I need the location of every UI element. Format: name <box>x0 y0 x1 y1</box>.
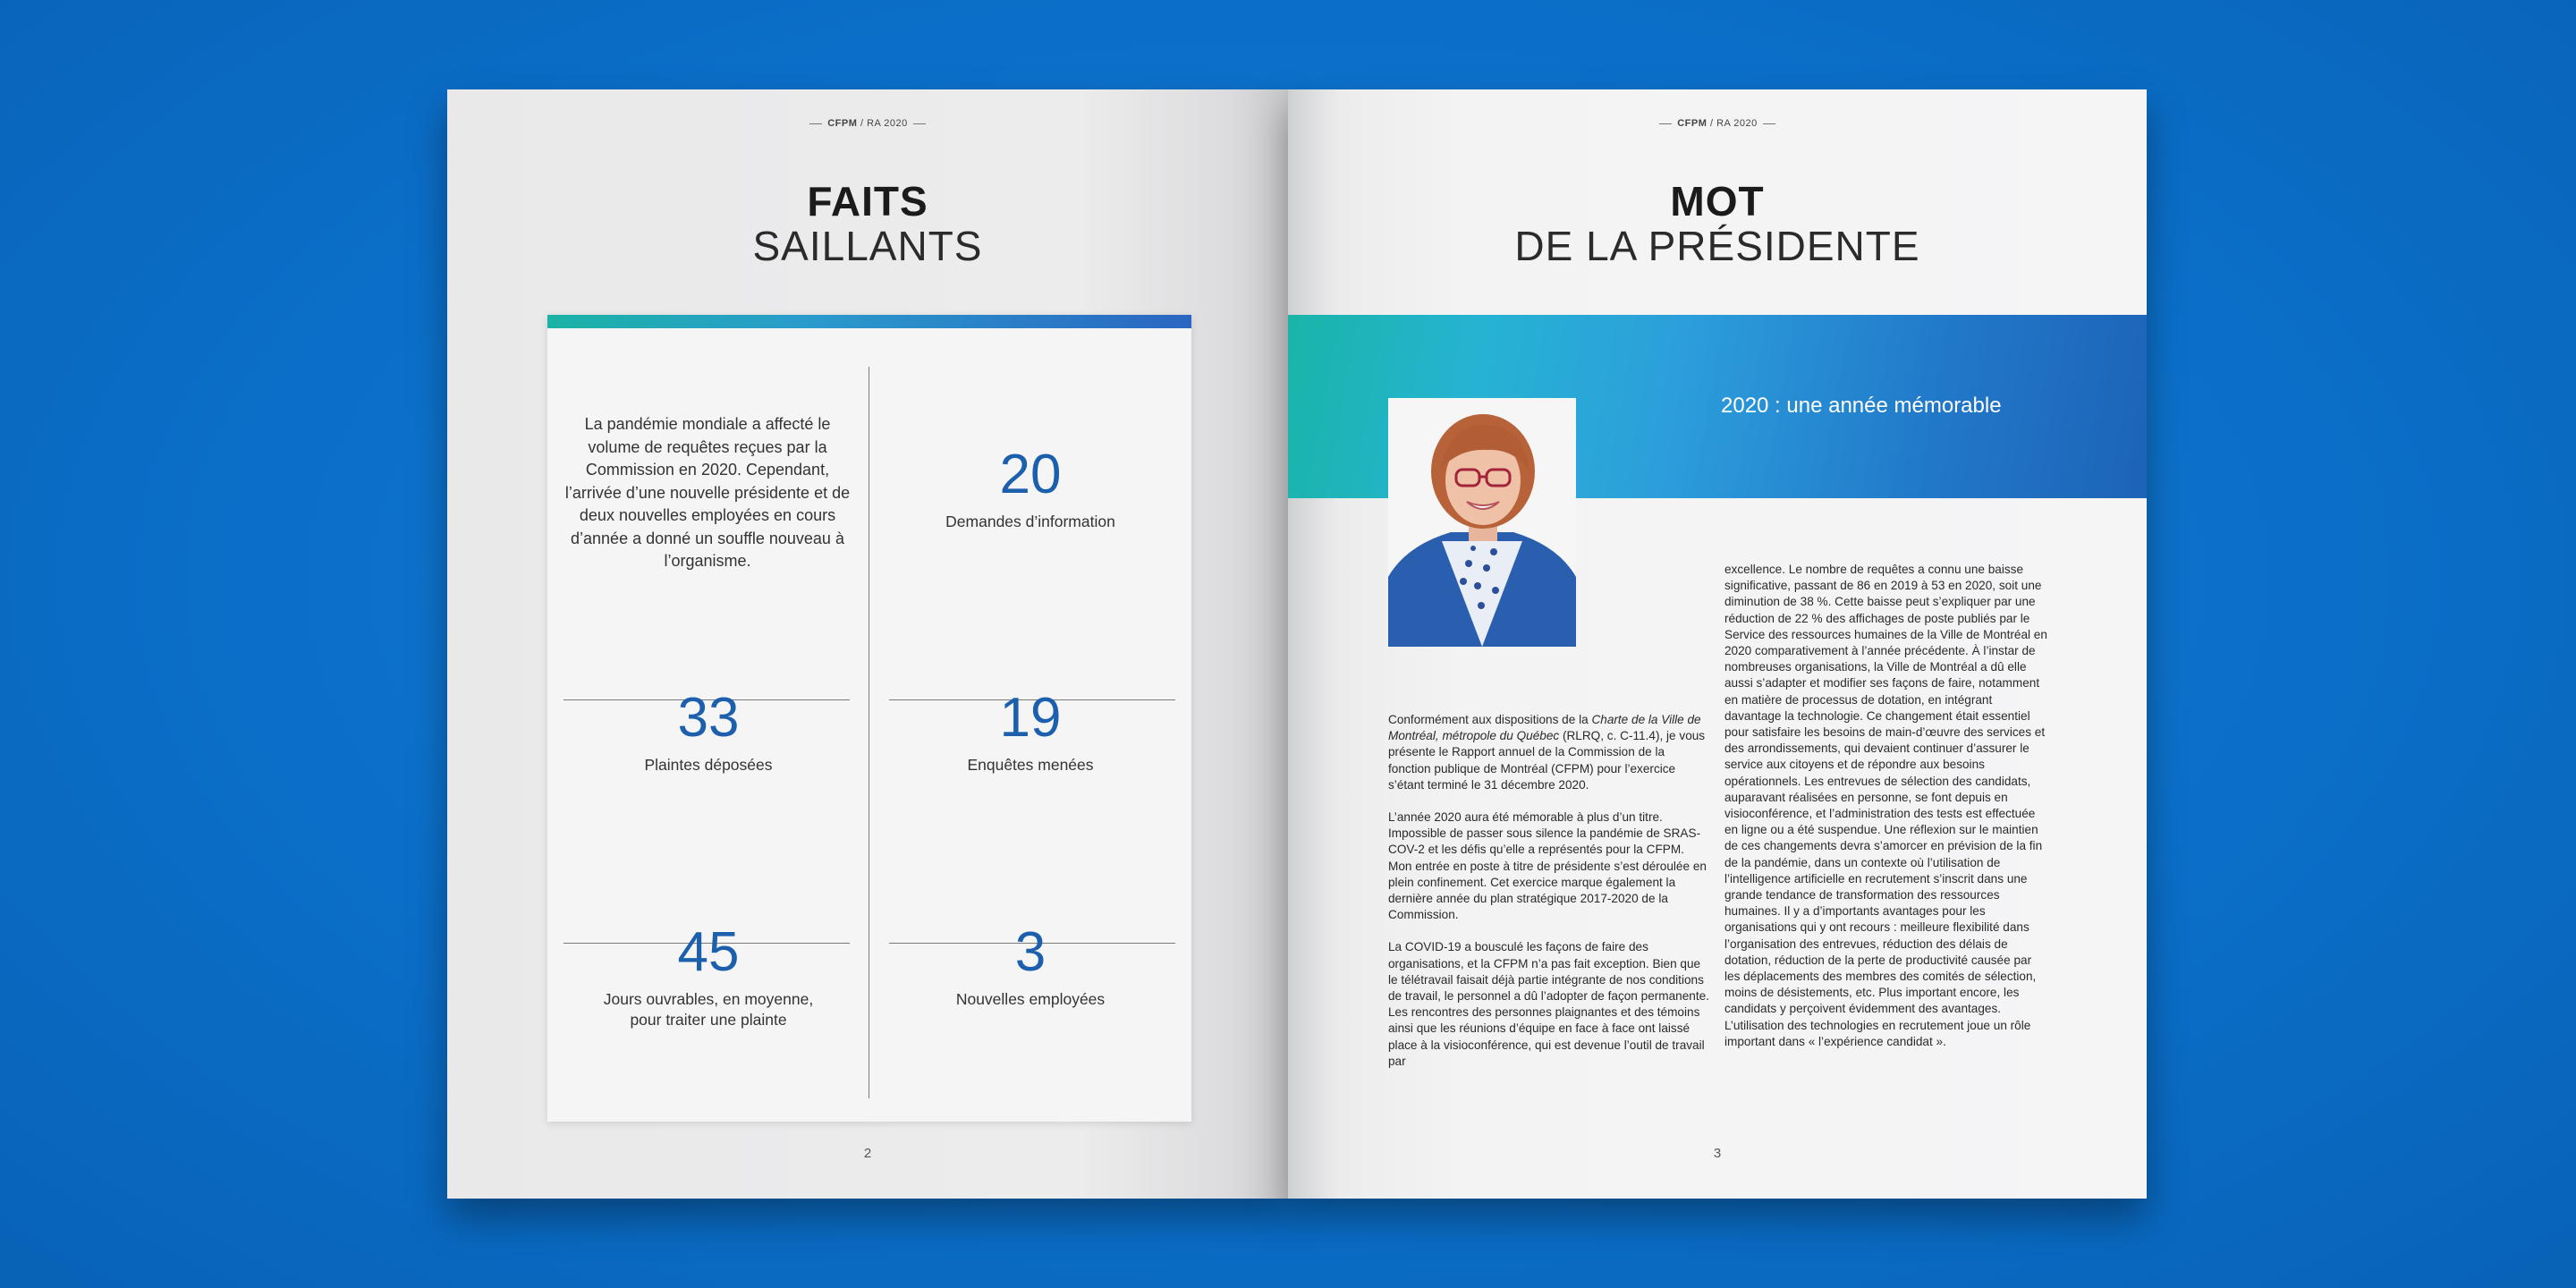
page-title-mot-presidente <box>1288 179 2147 268</box>
stat-label: Enquêtes menées <box>967 756 1094 774</box>
stat-value: 19 <box>999 687 1062 749</box>
stat-enquetes-menees <box>878 687 1182 775</box>
right-page <box>1288 89 2147 1199</box>
portrait-illustration <box>1388 398 1576 647</box>
stat-demandes-information <box>878 444 1182 532</box>
left-page <box>447 89 1288 1199</box>
stat-nouvelles-employees <box>878 921 1182 1010</box>
paragraph: L’année 2020 aura été mémorable à plus d’un titre. Impossible de passer sous silence la pandémie de SRAS-COV-2 et les défis qu’elle a représentés pour la CFPM. Mon entrée en poste à titre de présidente s’est déroulée en plein confinement. Cet exercice marque également la dernière année du plan stratégique 2017-2020 de la Commission. <box>1388 810 1707 922</box>
stat-plaintes-deposees <box>556 687 860 775</box>
text-column-1 <box>1388 712 1710 1086</box>
stat-value: 33 <box>677 687 740 749</box>
intro-text: La pandémie mondiale a affecté le volume de requêtes reçues par la Commission en 2020. Cependant, l’arrivée d’une nouvelle présidente et de deux nouvelles employées en cours d’année a donné un souffle nouveau à l’organisme. <box>564 415 851 570</box>
gradient-bar <box>547 315 1191 328</box>
paragraph: Conformément aux dispositions de la Charte de la Ville de Montréal, métropole du Québec (RLRQ, c. C-11.4), je vous présente le Rapport annuel de la Commission de la fonction publique de Montréal (CFPM) pour l’exercice s’étant terminé le 31 décembre 2020. <box>1388 713 1706 792</box>
title-line-1: MOT <box>1670 178 1765 225</box>
stat-value: 20 <box>999 444 1062 505</box>
title-line-2: DE LA PRÉSIDENTE <box>1514 223 1920 269</box>
stat-value: 45 <box>677 921 740 983</box>
stat-label: Plaintes déposées <box>644 756 773 774</box>
text-column-2 <box>1724 562 2048 1066</box>
page-number-left: 2 <box>863 1146 872 1161</box>
stat-label: Jours ouvrables, en moyenne, pour traiter une plainte <box>603 990 814 1029</box>
section-heading: 2020 : une année mémorable <box>1721 394 2002 418</box>
title-line-1: FAITS <box>807 178 928 225</box>
portrait-photo <box>1388 398 1576 647</box>
stat-jours-ouvrables <box>556 921 860 1030</box>
running-head-left: CFPM / RA 2020 <box>447 118 1288 129</box>
paragraph: excellence. Le nombre de requêtes a connu une baisse significative, passant de 86 en 2019 à 53 en 2020, soit une diminution de 38 %. Cette baisse peut s’expliquer par une réduction de 22 % des affichages de poste publiés par le Service des ressources humaines de la Ville de Montréal en 2020 comparativement à l’année précédente. À l’instar de nombreuses organisations, la Ville de Montréal a dû elle aussi s’adapter et modifier ses façons de faire, notamment en matière de processus de dotation, en intégrant davantage la technologie. Ce changement était essentiel pour satisfaire les besoins de main-d’œuvre des services et des arrondissements, qui devaient continuer d’assurer le service aux citoyens et de répondre aux besoins opérationnels. Les entrevues de sélection des candidats, auparavant réalisées en personne, se font depuis en visioconférence, et l’administration des tests est effectuée en ligne ou a été suspendue. Une réflexion sur le maintien de ces changements devra s’amorcer en prévision de la fin de la pandémie, dans un contexte où l’utilisation de l’intelligence artificielle en recrutement s’inscrit dans une grande tendance de transformation des ressources humaines. Il y a d’importants avantages pour les organisations qui y ont recours : meilleure flexibilité dans l’organisation des entrevues, réduction des délais de dotation, réduction de la perte de productivité causée par les déplacements des membres des comités de sélection, moins de désistements, etc. Plus important encore, les candidats y perçoivent évidemment des avantages. L’utilisation des technologies en recrutement joue un rôle important dans « l’expérience candidat ». <box>1724 563 2047 1048</box>
facts-panel <box>547 315 1191 1122</box>
running-head-right: CFPM / RA 2020 <box>1288 118 2147 129</box>
title-line-2: SAILLANTS <box>752 223 983 269</box>
page-number-right: 3 <box>1713 1146 1722 1161</box>
stat-value: 3 <box>1014 921 1046 983</box>
paragraph: La COVID-19 a bousculé les façons de faire des organisations, et la CFPM n’a pas fait exception. Bien que le télétravail faisait déjà partie intégrante de nos conditions de travail, le personnel a dû l’adopter de façon permanente. Les rencontres des personnes plaignantes et des témoins ainsi que les réunions d’équipe en face à face ont laissé place à la visioconférence, qui est devenue l’outil de travail par <box>1388 940 1709 1068</box>
stat-label: Demandes d’information <box>945 513 1115 530</box>
stat-label: Nouvelles employées <box>955 990 1106 1008</box>
page-title-faits-saillants <box>447 179 1288 268</box>
